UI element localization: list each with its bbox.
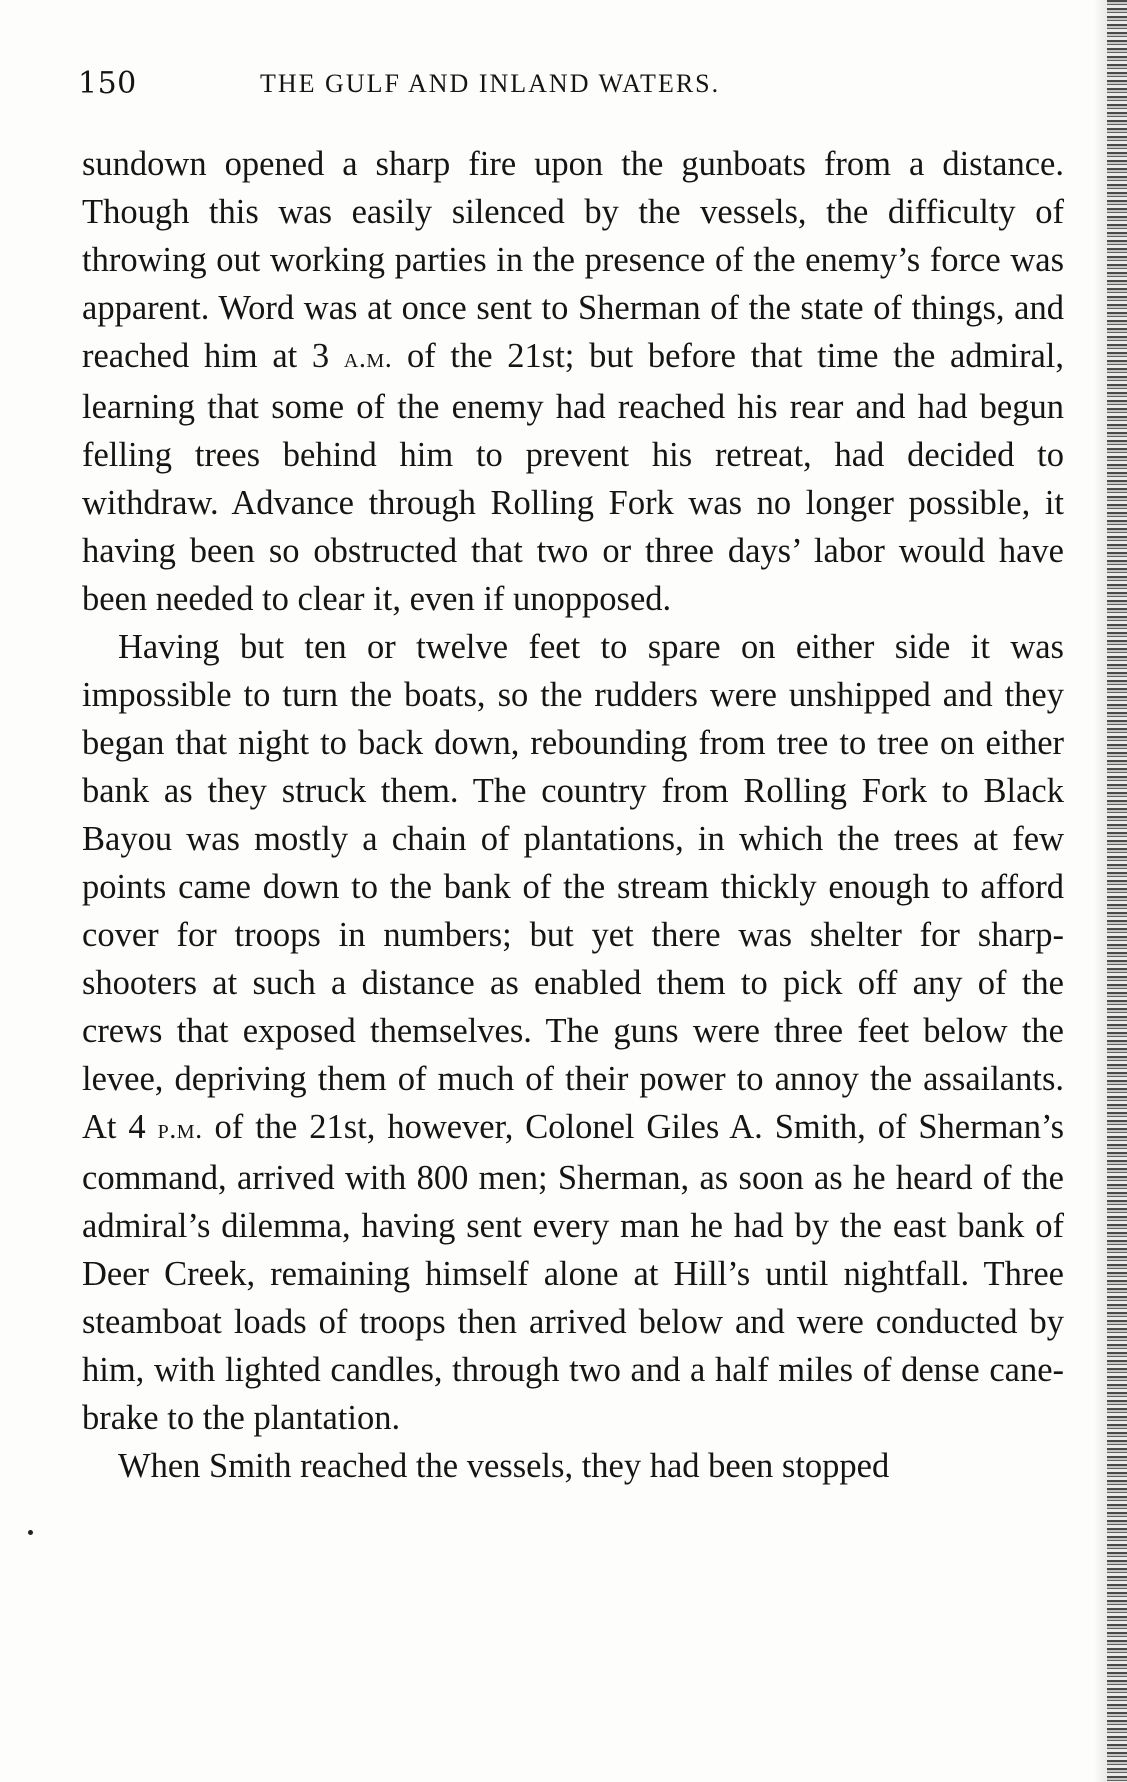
paragraph-2-text-a: Having but ten or twelve feet to spare on either side it was impossible to turn the boats, so the rudders were unshipped and they began that night to back down, rebounding from tree to tree on either bank as they struck them. The country from Rolling Fork to Black Bayou was mostly a chain of plantations, in which the trees at few points came down to the bank of the stream thickly enough to afford cover for troops in numbers; but yet there was shelter for sharpshooters at such a distance as enabled them to pick off any of the crews that exposed themselves. The guns were three feet below the levee, depriving them of much of their power to annoy the assailants. At 4 — [82, 628, 1064, 1146]
stray-ink-mark — [28, 1530, 33, 1535]
paragraph-2-text-b: of the 21st, however, Colonel Giles A. Smith, of Sherman’s command, arrived with 800 men; Sherman, as soon as he heard of the admiral’s dilemma, having sent every man he had by the east bank of Deer Creek, remaining himself alone at Hill’s until nightfall. Three steamboat loads of troops then arrived below and were conducted by him, with lighted candles, through two and a half miles of dense cane-brake to the plantation. — [82, 1108, 1064, 1437]
paragraph-3: When Smith reached the vessels, they had been stopped — [118, 1447, 890, 1485]
paragraph-1-time: a.m. — [343, 343, 393, 374]
paragraph-2 — [82, 623, 1064, 1442]
page-edge-shadow — [1093, 0, 1107, 1782]
paragraph-1-text-a: sundown opened a sharp fire upon the gunboats from a distance. Though this was easily silenced by the vessels, the difficulty of throwing out working parties in the presence of the enemy’s force was apparent. Word was at once sent to Sherman of the state of things, and reached him at 3 — [82, 145, 1064, 375]
paragraph-1 — [82, 140, 1064, 623]
body-text — [82, 140, 1064, 1490]
running-title: THE GULF AND INLAND WATERS. — [260, 69, 721, 98]
running-head — [78, 66, 1068, 106]
page-number: 150 — [78, 66, 137, 101]
paragraph-1-text-b: of the 21st; but before that time the admiral, learning that some of the enemy had reached his rear and had begun felling trees behind him to prevent his retreat, had decided to withdraw. Advance through Rolling Fork was no longer possible, it having been so obstructed that two or three days’ labor would have been needed to clear it, even if unopposed. — [82, 337, 1064, 618]
page-edge-binding — [1107, 0, 1127, 1782]
paragraph-2-time: p.m. — [157, 1114, 203, 1145]
